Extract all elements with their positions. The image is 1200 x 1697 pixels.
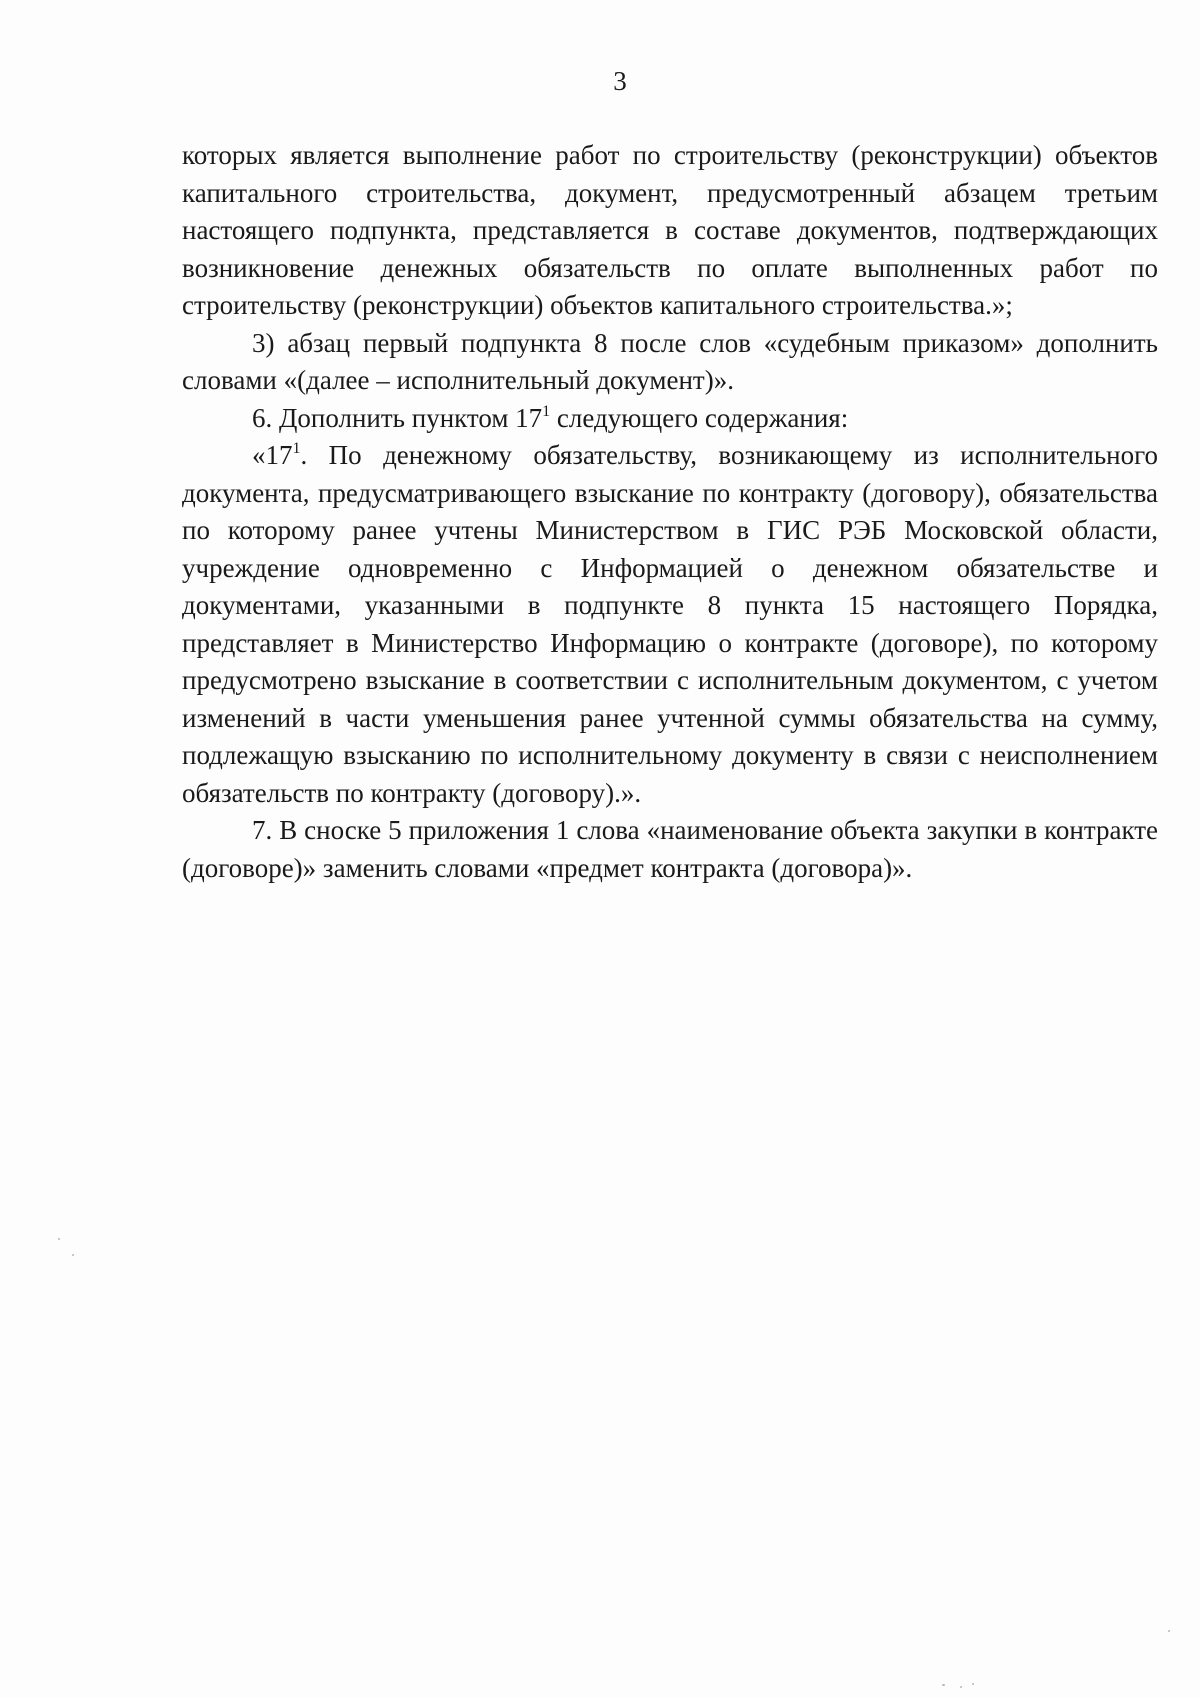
page-number: 3 [613,66,627,96]
superscript-marker: 1 [292,440,301,457]
paragraph-item-3: 3) абзац первый подпункта 8 после слов «судебным приказом» дополнить словами «(далее – исполнительный документ)». [182,327,1158,395]
scan-speck [72,1254,74,1256]
scan-speck [942,1684,945,1686]
paragraph-item-6-start: 6. Дополнить пунктом 17 [252,402,543,433]
superscript-marker: 1 [542,402,551,420]
paragraph-continuation: которых является выполнение работ по строительству (реконструкции) объектов капитального строительства, документ, предусмотренный абзацем третьим настоящего подпункта, представляется в составе документов, подтверждающих возникновение денежных обязательств по оплате выполненных работ по строительству (реконструкции) объектов капитального строительства.»; [182,140,1158,320]
scan-speck [960,1686,962,1688]
paragraph-item-17-1-start: «17 [252,440,293,470]
scan-speck [1168,1630,1170,1632]
scan-speck [972,1683,974,1685]
scan-speck [58,1238,60,1240]
paragraph-item-7: 7. В сноске 5 приложения 1 слова «наименование объекта закупки в контракте (договоре)» заменить словами «предмет контракта (договора)». [182,815,1158,883]
paragraph-item-6-end: следующего содержания: [550,402,849,433]
paragraph-item-6 [182,400,1158,438]
paragraph-item-17-1 [182,437,1158,812]
document-body [182,137,1158,887]
paragraph-item-17-1-end: . По денежному обязательству, возникающему из исполнительного документа, предусматривающего взыскание по контракту (договору), обязательства по которому ранее учтены Министерством в ГИС РЭБ Московской области, учреждение одновременно с Информацией о денежном обязательстве и документами, указанными в подпункте 8 пункта 15 настоящего Порядка, представляет в Министерство Информацию о контракте (договоре), по которому предусмотрено взыскание в соответствии с исполнительным документом, с учетом изменений в части уменьшения ранее учтенной суммы обязательства на сумму, подлежащую взысканию по исполнительному документу в связи с неисполнением обязательств по контракту (договору).». [182,440,1158,808]
